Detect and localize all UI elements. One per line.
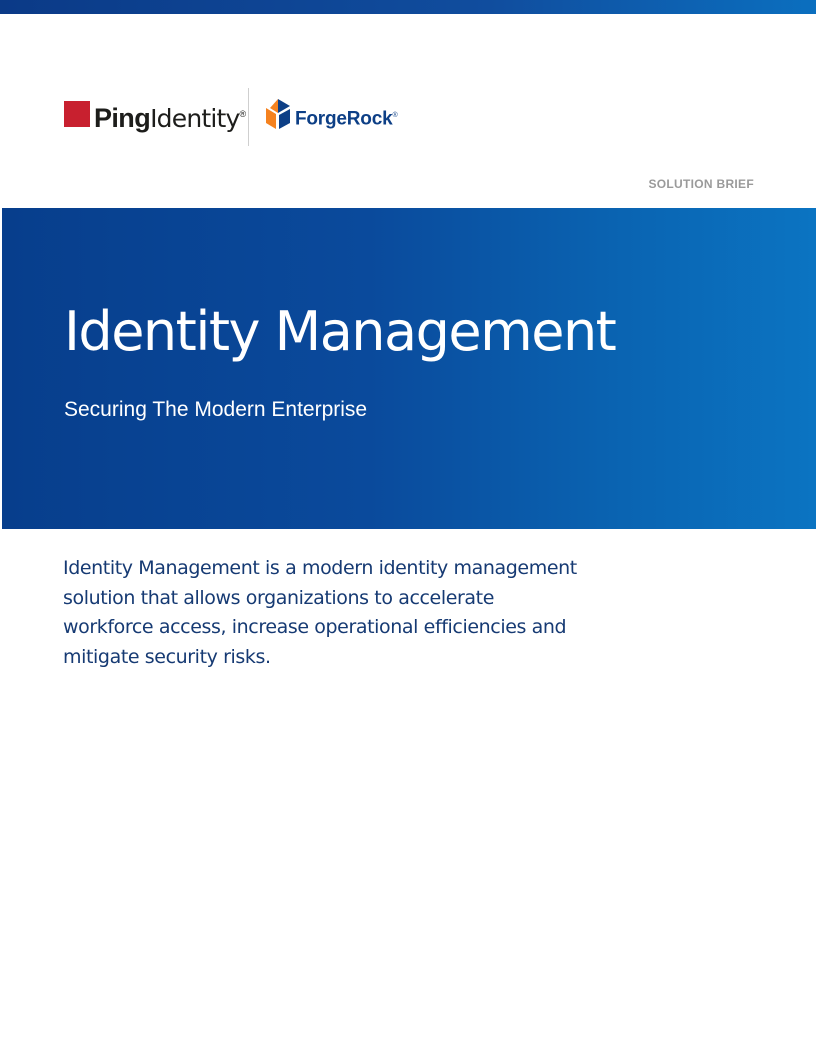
hero-banner — [2, 208, 816, 529]
partner-logos — [64, 88, 424, 148]
ping-registered-mark: ® — [239, 109, 247, 119]
ping-wordmark-regular: Identity — [150, 104, 240, 133]
document-type-label: SOLUTION BRIEF — [648, 177, 754, 191]
top-accent-stripe — [0, 0, 816, 14]
forgerock-registered-mark: ® — [392, 112, 398, 119]
intro-paragraph: Identity Management is a modern identity management solution that allows organizations to accelerate workforce access, increase operational efficiencies and mitigate security risks. — [63, 557, 577, 668]
forgerock-logo-text — [295, 105, 397, 130]
ping-identity-logo-mark — [64, 101, 90, 127]
logo-divider — [248, 88, 249, 146]
ping-identity-logo-text — [94, 98, 246, 135]
page-title: Identity Management — [64, 300, 616, 363]
forgerock-wordmark: ForgeRock — [295, 108, 393, 130]
page-subtitle: Securing The Modern Enterprise — [64, 398, 368, 421]
ping-wordmark-bold: Ping — [94, 103, 151, 133]
forgerock-logo-icon — [264, 99, 292, 131]
